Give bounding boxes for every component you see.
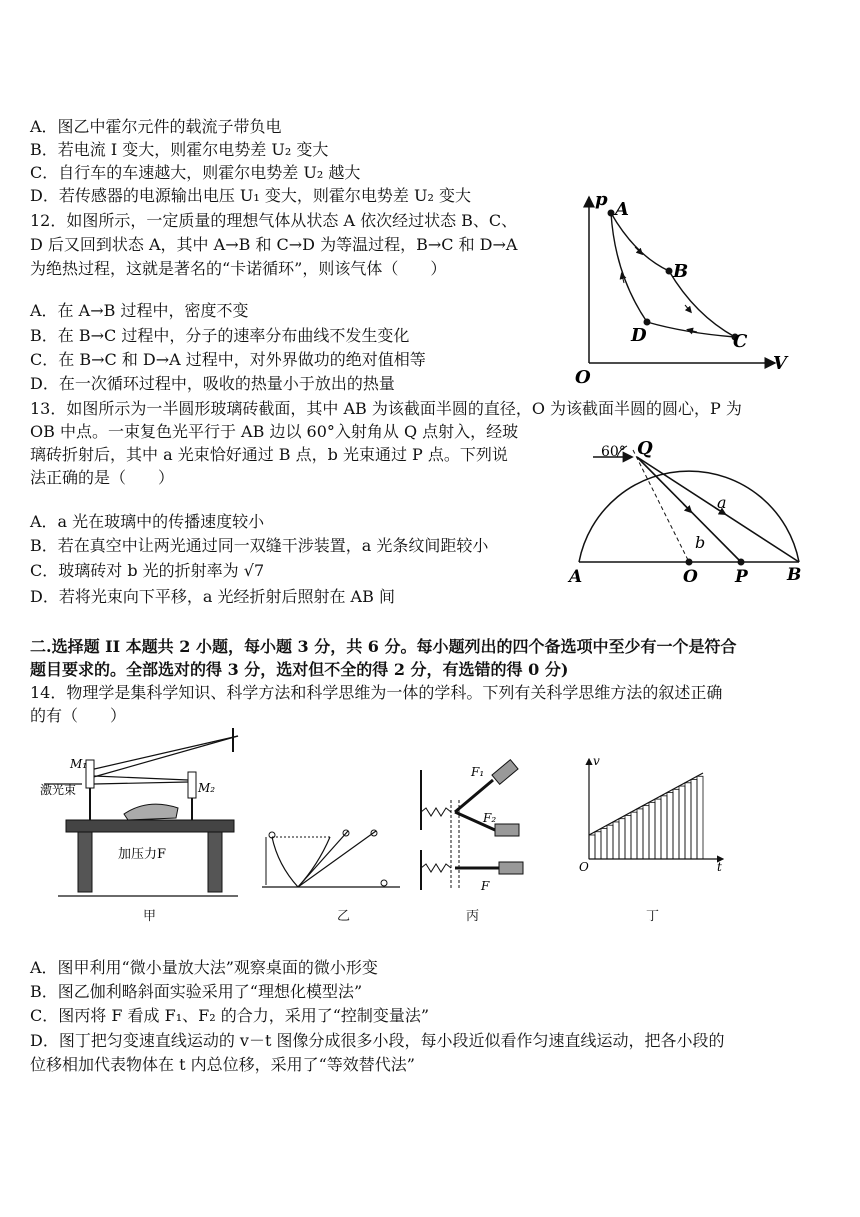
q14-option-c: C．图丙将 F 看成 F₁、F₂ 的合力，采用了“控制变量法”	[30, 1006, 430, 1025]
vt-step-bar	[685, 783, 691, 859]
q14-option-a: A．图甲利用“微小量放大法”观察桌面的微小形变	[30, 958, 378, 977]
vt-step-bar	[673, 789, 679, 859]
point-a-label: A	[569, 567, 583, 587]
q13-option-a: A．a 光在玻璃中的传播速度较小	[30, 512, 265, 531]
vt-step-bar	[637, 809, 643, 859]
semicircle-glass-diagram	[565, 440, 810, 590]
incidence-angle-label: 60°	[601, 444, 626, 460]
q12-option-c: C．在 B→C 和 D→A 过程中，对外界做功的绝对值相等	[30, 350, 426, 369]
vt-step-bar	[607, 825, 613, 859]
q11-option-d: D．若传感器的电源输出电压 U₁ 变大，则霍尔电势差 U₂ 变大	[30, 186, 471, 205]
q11-option-b: B．若电流 I 变大，则霍尔电势差 U₂ 变大	[30, 140, 329, 159]
point-b-label: B	[787, 565, 802, 585]
vt-step-bar	[661, 796, 667, 859]
q12-option-b: B．在 B→C 过程中，分子的速率分布曲线不发生变化	[30, 326, 410, 345]
vt-step-bar	[601, 828, 607, 859]
q14-stem-line1: 14．物理学是集科学知识、科学方法和科学思维为一体的学科。下列有关科学思维方法的叙述正确	[30, 683, 723, 702]
force-f2-label: F₂	[483, 811, 497, 825]
figure-jia-caption: 甲	[143, 909, 157, 924]
p-axis-label: p	[595, 189, 608, 210]
force-f1-label: F₁	[471, 765, 485, 779]
figure-yi-caption: 乙	[337, 909, 351, 924]
q12-option-a: A．在 A→B 过程中，密度不变	[30, 301, 249, 320]
laser-beam-label: 激光束	[40, 783, 77, 797]
vt-step-bar	[625, 815, 631, 859]
vt-step-bar	[697, 776, 703, 859]
q11-option-a: A．图乙中霍尔元件的载流子带负电	[30, 117, 282, 136]
vt-step-bar	[691, 780, 697, 859]
q13-stem-line3: 璃砖折射后，其中 a 光束恰好通过 B 点，b 光束通过 P 点。下列说	[30, 445, 508, 464]
point-p-label: P	[735, 567, 748, 587]
q14-option-d-line2: 位移相加代表物体在 t 内总位移，采用了“等效替代法”	[30, 1055, 415, 1074]
ray-b-label: b	[695, 533, 706, 552]
mirror-m1-label: M₁	[70, 757, 88, 771]
vt-step-bar	[589, 835, 595, 859]
figure-ding-caption: 丁	[646, 909, 660, 924]
figure-yi-galileo-ramp	[258, 825, 403, 890]
v-axis-label: v	[593, 755, 600, 768]
q14-stem-line2: 的有（ ）	[30, 706, 127, 725]
figure-jia-table-mirror	[38, 728, 243, 908]
origin-label: O	[579, 860, 589, 874]
figure-ding-vt-graph	[575, 755, 730, 875]
q13-stem-line4: 法正确的是（ ）	[30, 468, 175, 487]
vt-step-bar	[613, 822, 619, 859]
origin-label: O	[575, 367, 591, 388]
state-d-label: D	[631, 325, 647, 346]
q12-stem-line3: 为绝热过程，这就是著名的“卡诺循环”，则该气体（ ）	[30, 259, 447, 278]
point-q-label: Q	[637, 440, 653, 459]
vt-step-bar	[679, 786, 685, 859]
vt-step-bar	[631, 812, 637, 859]
figure-bing-spring-forces	[415, 740, 535, 900]
q13-option-b: B．若在真空中让两光通过同一双缝干涉装置，a 光条纹间距较小	[30, 536, 489, 555]
vt-step-bar	[643, 806, 649, 859]
q14-option-d-line1: D．图丁把匀变速直线运动的 v－t 图像分成很多小段，每小段近似看作匀速直线运动，把各小段的	[30, 1031, 725, 1050]
t-axis-label: t	[717, 860, 722, 874]
figure-bing-caption: 丙	[466, 909, 480, 924]
q13-stem-line2: OB 中点。一束复色光平行于 AB 边以 60°入射角从 Q 点射入，经玻	[30, 422, 519, 441]
q11-option-c: C．自行车的车速越大，则霍尔电势差 U₂ 越大	[30, 163, 361, 182]
q12-stem-line1: 12．如图所示，一定质量的理想气体从状态 A 依次经过状态 B、C、	[30, 211, 518, 230]
force-f-label: F	[481, 879, 490, 893]
vt-step-bar	[655, 799, 661, 859]
press-force-label: 加压力F	[118, 847, 167, 862]
state-c-label: C	[733, 331, 748, 352]
q13-option-c: C．玻璃砖对 b 光的折射率为 √7	[30, 561, 265, 580]
q13-stem-line1: 13．如图所示为一半圆形玻璃砖截面，其中 AB 为该截面半圆的直径，O 为该截面半圆的圆心，P 为	[30, 399, 742, 418]
q14-option-b: B．图乙伽利略斜面实验采用了“理想化模型法”	[30, 982, 363, 1001]
v-axis-label: V	[773, 353, 787, 374]
vt-step-bar	[619, 819, 625, 859]
mirror-m2-label: M₂	[198, 781, 216, 795]
vt-step-bar	[667, 793, 673, 859]
ray-a-label: a	[717, 493, 727, 512]
q13-option-d: D．若将光束向下平移，a 光经折射后照射在 AB 间	[30, 587, 395, 606]
state-b-label: B	[673, 261, 689, 282]
carnot-pv-diagram	[565, 185, 795, 390]
q12-option-d: D．在一次循环过程中，吸收的热量小于放出的热量	[30, 374, 395, 393]
vt-step-bar	[649, 802, 655, 859]
state-a-label: A	[615, 199, 629, 220]
section2-title-line2: 题目要求的。全部选对的得 3 分，选对但不全的得 2 分，有选错的得 0 分)	[30, 660, 569, 679]
vt-step-bar	[595, 832, 601, 859]
section2-title-line1: 二.选择题 II 本题共 2 小题，每小题 3 分，共 6 分。每小题列出的四个备选项中至少有一个是符合	[30, 637, 737, 656]
q12-stem-line2: D 后又回到状态 A，其中 A→B 和 C→D 为等温过程，B→C 和 D→A	[30, 235, 518, 254]
point-o-label: O	[683, 567, 698, 587]
